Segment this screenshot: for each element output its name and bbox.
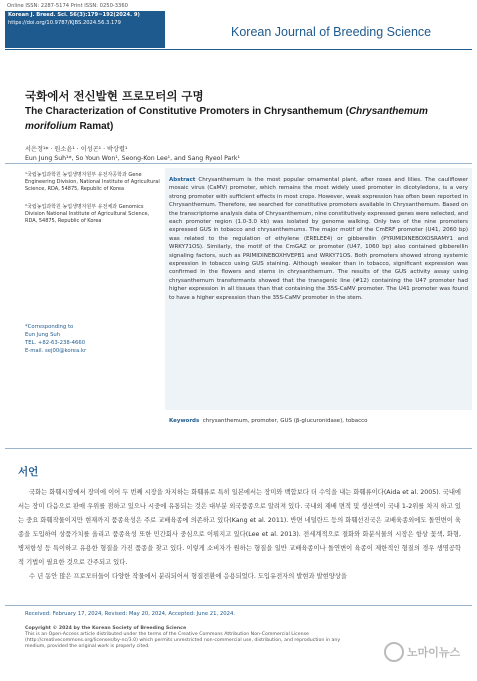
doi-link[interactable]: https://doi.org/10.9787/KJBS.2024.56.3.179: [8, 19, 121, 26]
section-heading: 서언: [18, 466, 39, 478]
corr-name: Eun Jung Suh: [25, 332, 61, 338]
affiliation-2: ²국립농업과학원 농업생명자원부 유전체과 Genomics Division National Institute of Agricultural Science, RDA, 54875, Republic of Korea: [25, 204, 150, 224]
paragraph-2: 수 년 동안 많은 프로모터들이 다양한 작물에서 분리되어서 형질전환에 응용되었다. 도입유전자의 발현과 발현양상을: [29, 573, 347, 580]
license-text: This is an Open-Access article distributed under the terms of the Creative Commons Attribution Non-Commercial License (http://creativecommons.org/licenses/by-nc/3.0) which permits unrestricted non-commercial use, distribution, and reproduction in any medium, provided the original work is properly cited.: [25, 632, 341, 649]
watermark: [384, 640, 472, 664]
authors-divider: [5, 163, 472, 164]
corr-label: *Corresponding to: [25, 324, 74, 330]
citation-line: Korean J. Breed. Sci. 56(3):179~192(2024. 9): [8, 12, 140, 18]
paragraph-1: 국화는 화훼시장에서 장미에 이어 두 번째 시장을 차지하는 화훼류로 특히 일본에서는 장미와 백합보다 더 수익을 내는 화훼류이다(Aida et al. 2005). 국내에서는 장미 다음으로 판매 우위를 점하고 있으나 시중에 유통되는 것은 대부분 외국품종으로 알려져 있다. 국내외 재배 면적 및 생산액이 국내 1-2위를 차지 하고 있는 중요 화훼작물이지만 현재까지 품종육성은 주로 교배육종에 의존하고 있다(Kang et al. 2011). 반면 네덜란드 등의 화훼선진국은 교배육종외에도 돌연변이 육종을 도입하여 상품가치를 올리고 품종육성 또한 민간회사 중심으로 이뤄지고 있다(Lee et al. 2013). 전세계적으로 절화와 화분식물의 시장은 항상 꽃색, 화형, 병저항성 등 특이하고 유용한 형질을 가진 품종을 찾고 있다. 이렇게 소비자가 원하는 형질을 일반 교배육종이나 돌연변이 육종이 제한적인 형질의 경우 생명공학적 기법이 필요한 것으로 간주되고 있다.: [18, 489, 461, 566]
abstract-text: Chrysanthemum is the most popular ornamental plant, after roses and lilies. The cauliflower mosaic virus (CaMV) promoter, which remains the most widely used promoter in dicotyledons, is a very strong promoter with sufficient effects in most crops. However, weak expression has often been reported in Chrysanthemum. Therefore, we searched for constitutive promoters available in Chrysanthemum. Based on the transcriptome analysis data of Chrysanthemum, nine constitutively expressed genes were selected, and each promoter region (1.0-3.0 kb) was isolated by genome walking. Only two of the nine promoters expressed GUS in tobacco and chrysanthemums. The major motif of the CmERF promoter (U41, 2060 bp) was related to the regulation of ethylene (ERELEE4) or gibberellin (PYRIMIDINEBOXOSRAMY1 and WRKY71OS). Similarly, the motif of the CmGAZ or promoter (U47, 1060 bp) also contained gibberellin signaling factors, such as PRIMIDINEBOXHVEPB1 and WRKY71OS. Both promoters showed strong systemic expression in tobacco using GUS staining. Although weaker than in tobacco, significant expression was confirmed in the flowers and stems in chrysanthemum. The results of the GUS activity assay using chrysanthemum transformants showed that the transgenic line (#12) containing the U47 promoter had higher expression in all tissues than that containing the 35S-CaMV promoter. The U41 promoter was found to have a higher expression than the 35S-CaMV promoter in the stem.: [169, 177, 468, 301]
authors-korean: 서은정¹* · 원소윤¹ · 이성곤¹ · 박상렬¹: [25, 146, 128, 153]
title-english: The Characterization of Constitutive Promoters in Chrysanthemum (Chrysanthemum morifolium Ramat): [25, 106, 428, 132]
watermark-text: 노마이뉴스: [407, 646, 461, 659]
body-text: [18, 486, 461, 584]
footer-divider: [5, 605, 472, 606]
section-divider: [5, 448, 472, 449]
keywords-text: chrysanthemum, promoter, GUS (β-glucuronidase), tobacco: [202, 418, 368, 424]
header-divider: [5, 49, 472, 50]
citation-banner: [5, 11, 165, 48]
keywords: [165, 418, 476, 424]
keywords-label: Keywords: [169, 418, 200, 424]
species-name: Chrysanthemum morifolium: [25, 106, 428, 132]
authors-english: Eun Jung Suh¹*, So Youn Won¹, Seong-Kon Lee¹, and Sang Ryeol Park¹: [25, 155, 240, 162]
copyright: [25, 626, 345, 650]
journal-name: Korean Journal of Breeding Science: [231, 25, 432, 39]
issn-line: Online ISSN: 2287-5174 Print ISSN: 0250-3360: [7, 3, 128, 9]
affiliation-1: ¹국립농업과학원 농업생명자원부 유전자공학과 Gene Engineering Division, National Institute of Agricultural Science, RDA, 54875, Republic of Korea: [25, 172, 160, 192]
abstract-box: [165, 168, 472, 410]
received-dates: Received: February 17, 2024, Revised: May 20, 2024, Accepted: June 21, 2024.: [25, 611, 236, 617]
watermark-logo-icon: [384, 642, 404, 662]
corresponding-author: [25, 323, 160, 355]
corr-tel: TEL. +82-63-238-4660: [25, 340, 86, 346]
corr-email[interactable]: E-mail. sej00@korea.kr: [25, 348, 87, 354]
copyright-title: Copyright © 2024 by the Korean Society of Breeding Science: [25, 626, 187, 631]
title-korean: 국화에서 전신발현 프로모터의 구명: [25, 89, 204, 103]
abstract-label: Abstract: [169, 177, 196, 183]
